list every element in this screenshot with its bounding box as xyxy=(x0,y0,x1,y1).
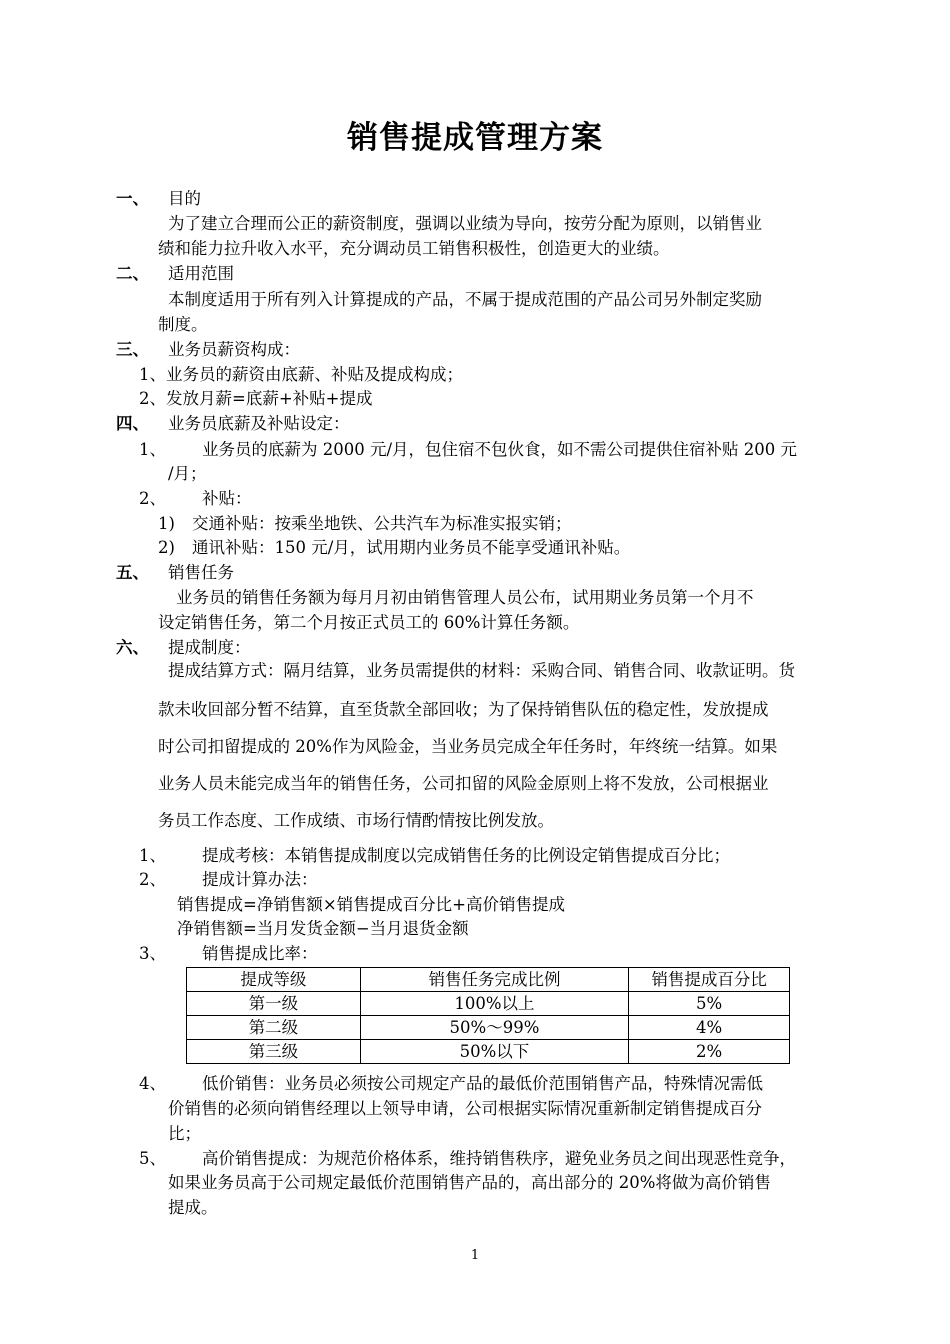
formula-net-commission: 销售提成=净销售额×销售提成百分比+高价销售提成 xyxy=(177,895,565,914)
table-cell: 2% xyxy=(629,1040,790,1064)
section-6-item-1-text: 提成考核：本销售提成制度以完成销售任务的比例设定销售提成百分比； xyxy=(202,846,730,865)
section-3-item-1: 1、业务员的薪资由底薪、补贴及提成构成； xyxy=(139,365,463,384)
section-1-heading: 目的 xyxy=(168,189,201,208)
section-1-text-line1: 为了建立合理而公正的薪资制度，强调以业绩为导向，按劳分配为原则，以销售业 xyxy=(168,214,762,233)
section-6-item-4-line2: 价销售的必须向销售经理以上领导申请，公司根据实际情况重新制定销售提成百分 xyxy=(168,1099,762,1118)
section-4-item-2-text: 补贴： xyxy=(202,489,252,508)
section-6-number: 六、 xyxy=(116,638,149,657)
table-cell: 第三级 xyxy=(187,1040,361,1064)
table-cell: 4% xyxy=(629,1016,790,1040)
commission-rate-table xyxy=(186,967,790,1064)
table-cell: 50%以下 xyxy=(360,1040,629,1064)
section-6-item-3-number: 3、 xyxy=(139,944,166,963)
section-6-heading: 提成制度： xyxy=(168,638,251,657)
section-4-item-1-number: 1、 xyxy=(139,440,166,459)
table-row xyxy=(187,1016,790,1040)
section-6-paragraph-line1: 提成结算方式：隔月结算，业务员需提供的材料：采购合同、销售合同、收款证明。货 xyxy=(168,661,795,680)
section-6-item-1-number: 1、 xyxy=(139,846,166,865)
section-6-item-4-number: 4、 xyxy=(139,1074,166,1093)
section-6-item-4-line3: 比； xyxy=(168,1124,201,1143)
section-6-item-5-line3: 提成。 xyxy=(168,1198,218,1217)
section-6-item-2-text: 提成计算办法： xyxy=(202,870,318,889)
section-6-item-2-number: 2、 xyxy=(139,870,166,889)
section-6-item-4-line1: 低价销售：业务员必须按公司规定产品的最低价范围销售产品，特殊情况需低 xyxy=(202,1074,763,1093)
section-4-sub-1-number: 1) xyxy=(158,514,175,533)
section-4-sub-2-text: 通讯补贴：150 元/月，试用期内业务员不能享受通讯补贴。 xyxy=(192,538,631,557)
section-6-paragraph-line4: 业务人员未能完成当年的销售任务，公司扣留的风险金原则上将不发放，公司根据业 xyxy=(158,774,769,793)
formula-net-sales: 净销售额=当月发货金额−当月退货金额 xyxy=(177,919,469,938)
section-2-text-line1: 本制度适用于所有列入计算提成的产品，不属于提成范围的产品公司另外制定奖励 xyxy=(168,290,762,309)
section-2-heading: 适用范围 xyxy=(168,264,234,283)
section-6-item-5-number: 5、 xyxy=(139,1149,166,1168)
section-5-text-line2: 设定销售任务，第二个月按正式员工的 60%计算任务额。 xyxy=(158,613,580,632)
document-title: 销售提成管理方案 xyxy=(347,120,603,156)
section-1-number: 一、 xyxy=(116,189,149,208)
section-4-item-2-number: 2、 xyxy=(139,489,166,508)
section-3-item-2: 2、发放月薪=底薪+补贴+提成 xyxy=(139,389,373,408)
section-4-number: 四、 xyxy=(116,414,149,433)
table-header-row xyxy=(187,968,790,992)
page-number: 1 xyxy=(470,1248,480,1263)
section-6-paragraph-line5: 务员工作态度、工作成绩、市场行情酌情按比例发放。 xyxy=(158,811,554,830)
section-1-text-line2: 绩和能力拉升收入水平，充分调动员工销售积极性，创造更大的业绩。 xyxy=(158,239,670,258)
table-cell: 第二级 xyxy=(187,1016,361,1040)
section-5-text-line1: 业务员的销售任务额为每月月初由销售管理人员公布，试用期业务员第一个月不 xyxy=(176,588,754,607)
table-cell: 50%～99% xyxy=(360,1016,629,1040)
section-5-number: 五、 xyxy=(116,563,149,582)
section-2-text-line2: 制度。 xyxy=(158,315,208,334)
table-header-cell: 销售任务完成比例 xyxy=(360,968,629,992)
table-header-cell: 销售提成百分比 xyxy=(629,968,790,992)
section-6-paragraph-line2: 款未收回部分暂不结算，直至货款全部回收；为了保持销售队伍的稳定性，发放提成 xyxy=(158,700,769,719)
section-6-item-5-line2: 如果业务员高于公司规定最低价范围销售产品的，高出部分的 20%将做为高价销售 xyxy=(168,1173,771,1192)
section-4-sub-1-text: 交通补贴：按乘坐地铁、公共汽车为标准实报实销； xyxy=(192,514,572,533)
table-row xyxy=(187,1040,790,1064)
section-3-heading: 业务员薪资构成： xyxy=(168,340,300,359)
section-6-item-5-line1: 高价销售提成：为规范价格体系，维持销售秩序，避免业务员之间出现恶性竞争， xyxy=(202,1149,796,1168)
section-4-item-1-line1: 业务员的底薪为 2000 元/月，包住宿不包伙食，如不需公司提供住宿补贴 200 元 xyxy=(202,440,798,459)
section-4-item-1-line2: /月； xyxy=(168,464,207,483)
table-cell: 5% xyxy=(629,992,790,1016)
section-4-heading: 业务员底薪及补贴设定： xyxy=(168,414,350,433)
section-6-paragraph-line3: 时公司扣留提成的 20%作为风险金，当业务员完成全年任务时，年终统一结算。如果 xyxy=(158,737,778,756)
section-2-number: 二、 xyxy=(116,264,149,283)
table-row xyxy=(187,992,790,1016)
table-cell: 100%以上 xyxy=(360,992,629,1016)
table-header-cell: 提成等级 xyxy=(187,968,361,992)
section-6-item-3-text: 销售提成比率： xyxy=(202,944,318,963)
section-4-sub-2-number: 2) xyxy=(158,538,175,557)
table-cell: 第一级 xyxy=(187,992,361,1016)
section-3-number: 三、 xyxy=(116,340,149,359)
section-5-heading: 销售任务 xyxy=(168,563,234,582)
